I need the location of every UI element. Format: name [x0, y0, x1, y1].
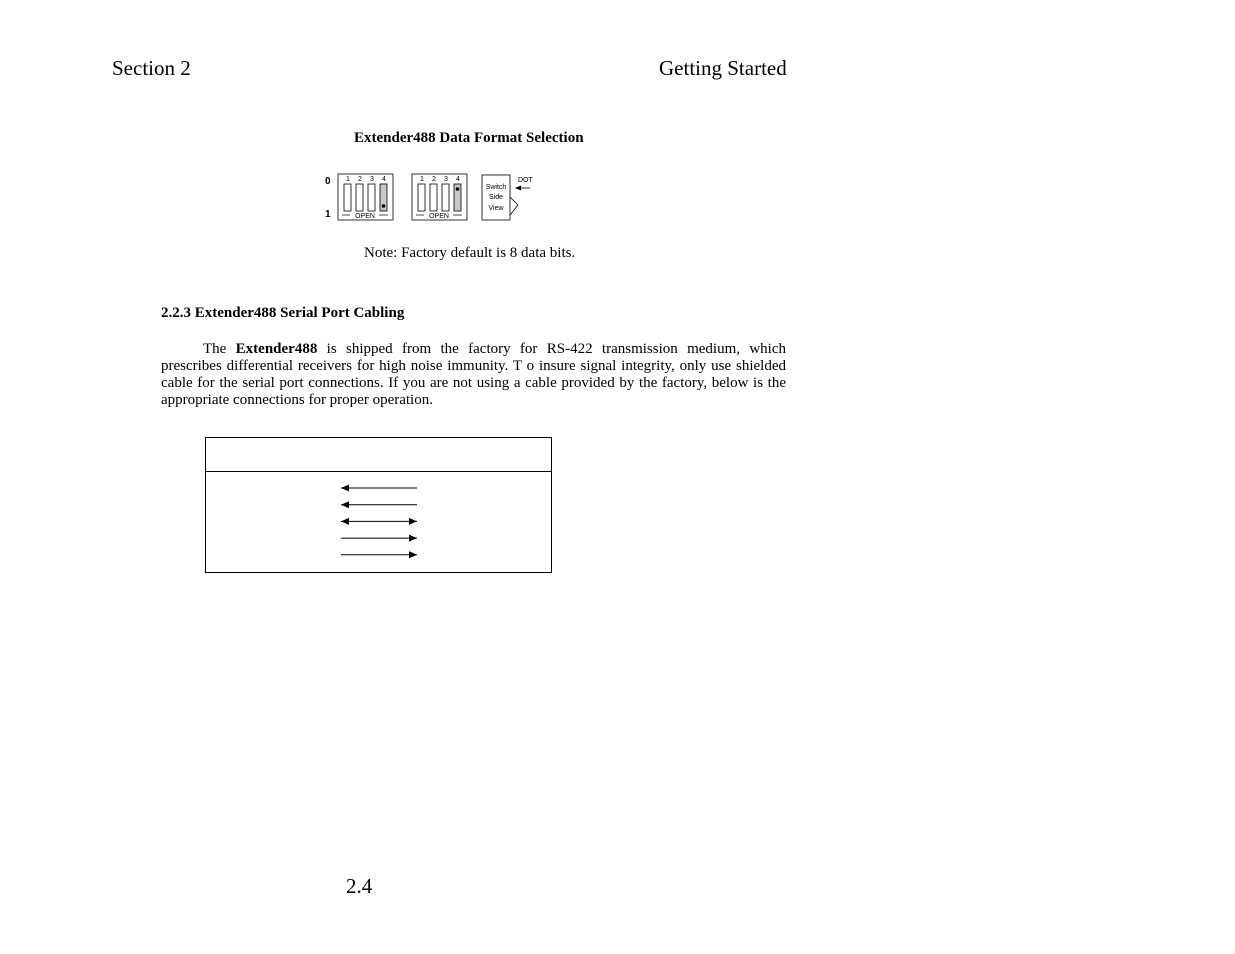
switch-side-view [482, 175, 534, 220]
connection-arrow-right [341, 551, 417, 558]
switch-number: 1 [346, 176, 350, 183]
switch-number: 3 [444, 176, 448, 183]
row-label-1: 1 [325, 209, 331, 220]
section-label: Section 2 [112, 56, 191, 80]
switch-lever [418, 184, 425, 211]
switch-lever [344, 184, 351, 211]
switch-lever [368, 184, 375, 211]
open-label: OPEN [429, 213, 449, 220]
switch-number: 2 [358, 176, 362, 183]
product-name: Extender488 [235, 341, 318, 357]
connection-arrow-right [341, 535, 417, 542]
switch-number: 1 [420, 176, 424, 183]
switch-number: 2 [432, 176, 436, 183]
connection-arrow-left [341, 501, 417, 508]
dip-switch-diagram [318, 170, 548, 226]
side-view-label: Switch [485, 184, 507, 191]
cable-connection-table [205, 437, 552, 573]
side-view-label: View [488, 205, 504, 212]
dot-label: DOT [518, 177, 533, 184]
arrow-left-icon [515, 186, 521, 191]
dip-switch-block-1 [338, 174, 393, 220]
switch-lever [430, 184, 437, 211]
body-paragraph [161, 341, 786, 409]
switch-dot [456, 187, 460, 191]
connection-arrow-left [341, 485, 417, 492]
switch-lever [356, 184, 363, 211]
switch-lever [442, 184, 449, 211]
para-text: is shipped from the factory for RS-422 transmission medium, which prescribes differential receivers for high noise immunity. T o insure signal integrity, only use shielded cable for the serial port connections. If you are not using a cable provided by the factory, below is the appropriate connections for proper operation. [161, 341, 786, 408]
switch-dot [382, 204, 386, 208]
switch-number: 4 [456, 176, 460, 183]
side-view-label: Side [488, 194, 504, 201]
figure-title: Extender488 Data Format Selection [354, 130, 584, 146]
connection-arrows [206, 438, 551, 572]
chapter-title: Getting Started [659, 56, 787, 80]
switch-number: 3 [370, 176, 374, 183]
dip-switch-block-2 [412, 174, 467, 220]
connection-arrow-both [341, 518, 417, 525]
section-heading: 2.2.3 Extender488 Serial Port Cabling [161, 305, 405, 321]
open-label: OPEN [355, 213, 375, 220]
row-label-0: 0 [325, 176, 331, 187]
figure-note: Note: Factory default is 8 data bits. [364, 245, 576, 261]
para-text: The [203, 341, 236, 357]
switch-number: 4 [382, 176, 386, 183]
page-number: 2.4 [346, 874, 373, 898]
